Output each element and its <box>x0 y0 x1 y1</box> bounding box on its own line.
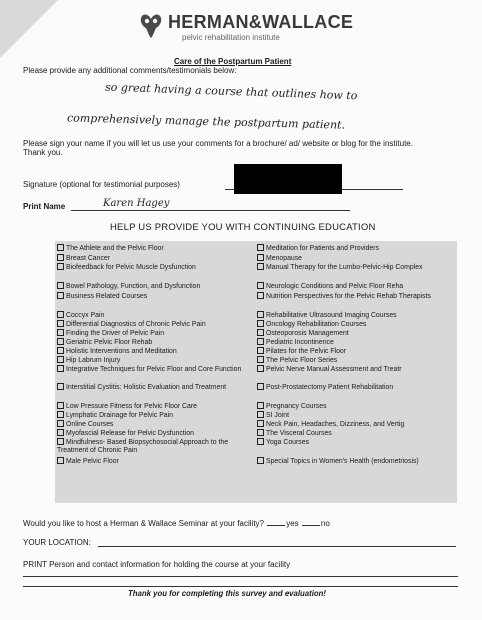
course-option-left <box>57 429 255 438</box>
course-checkbox[interactable] <box>257 244 264 251</box>
course-checkbox[interactable] <box>257 311 264 318</box>
course-option-right <box>257 365 455 374</box>
course-checkbox[interactable] <box>257 338 264 345</box>
course-option-label: Bowel Pathology, Function, and Dysfunction <box>66 283 201 290</box>
contact-line-2[interactable] <box>23 586 458 587</box>
course-checkbox[interactable] <box>257 254 264 261</box>
seminar-question <box>23 518 330 528</box>
course-option-label: Finding the Driver of Pelvic Pain <box>66 330 165 337</box>
course-option-left <box>57 356 255 365</box>
course-option-left <box>57 254 255 263</box>
course-option-right <box>257 292 455 301</box>
course-checkbox[interactable] <box>57 244 64 251</box>
course-option-label: Hip Labrum Injury <box>66 357 121 364</box>
course-checkbox[interactable] <box>257 292 264 299</box>
course-option-label: Pediatric Incontinence <box>266 339 334 346</box>
course-checkbox[interactable] <box>57 411 64 418</box>
course-option-left <box>57 457 255 466</box>
course-checkbox[interactable] <box>257 329 264 336</box>
course-checkbox[interactable] <box>257 365 264 372</box>
course-option-label: Special Topics in Women's Health (endometriosis) <box>266 458 419 465</box>
course-checkbox[interactable] <box>57 282 64 289</box>
course-checkbox[interactable] <box>57 329 64 336</box>
page-corner-shadow <box>0 0 58 58</box>
course-option-label: Biofeedback for Pelvic Muscle Dysfunction <box>66 264 196 271</box>
course-option-label: Breast Cancer <box>66 255 111 262</box>
course-checkbox[interactable] <box>257 420 264 427</box>
course-option-left <box>57 320 255 329</box>
seminar-no-label: no <box>320 519 330 528</box>
comments-prompt: Please provide any additional comments/testimonials below: <box>23 66 237 75</box>
course-option-left <box>57 411 255 420</box>
course-checkbox[interactable] <box>57 420 64 427</box>
seminar-yes-blank[interactable] <box>267 518 285 526</box>
course-option-label: The Pelvic Floor Series <box>266 357 338 364</box>
course-option-label: Integrative Techniques for Pelvic Floor and Core Function <box>66 366 242 373</box>
course-option-label: The Athlete and the Pelvic Floor <box>66 245 164 252</box>
course-checkbox[interactable] <box>257 263 264 270</box>
course-option-right <box>257 347 455 356</box>
course-checkbox[interactable] <box>57 254 64 261</box>
course-checkbox[interactable] <box>57 429 64 436</box>
closing-thanks: Thank you for completing this survey and evaluation! <box>128 589 326 598</box>
handwritten-comment-line-1: so great having a course that outlines how to <box>104 80 358 103</box>
logo-tagline: pelvic rehabilitation institute <box>182 33 280 42</box>
logo-name: HERMAN&WALLACE <box>168 12 354 32</box>
course-option-right <box>257 244 455 253</box>
contact-line-1[interactable] <box>23 576 458 577</box>
course-option-left <box>57 420 255 429</box>
course-option-right <box>257 457 455 466</box>
seminar-no-blank[interactable] <box>302 518 320 526</box>
course-option-left <box>57 329 255 338</box>
course-checkbox[interactable] <box>57 338 64 345</box>
course-option-right <box>257 429 455 438</box>
course-option-left <box>57 282 255 291</box>
course-checkbox[interactable] <box>57 365 64 372</box>
course-option-label: Lymphatic Drainage for Pelvic Pain <box>66 412 173 419</box>
herman-wallace-logo <box>139 12 369 46</box>
course-checkbox[interactable] <box>57 320 64 327</box>
course-option-label: Interstitial Cystitis: Holistic Evaluation and Treatment <box>66 384 227 391</box>
course-checkbox[interactable] <box>57 356 64 363</box>
course-option-left <box>57 402 255 411</box>
course-option-label: Low Pressure Fitness for Pelvic Floor Care <box>66 403 197 410</box>
course-checkbox[interactable] <box>257 457 264 464</box>
course-checkbox[interactable] <box>57 347 64 354</box>
course-option-label: Myofascial Release for Pelvic Dysfunction <box>66 430 194 437</box>
course-option-label: Holistic Interventions and Meditation <box>66 348 177 355</box>
course-option-left <box>57 438 255 456</box>
course-option-left <box>57 263 255 272</box>
course-option-right <box>257 311 455 320</box>
course-option-label: Pilates for the Pelvic Floor <box>266 348 347 355</box>
course-option-label: The Visceral Courses <box>266 430 332 437</box>
course-option-label: Osteoporosis Management <box>266 330 349 337</box>
course-option-right <box>257 282 455 291</box>
seminar-yes-label: yes <box>286 519 299 528</box>
course-option-label: Manual Therapy for the Lumbo-Pelvic-Hip Complex <box>266 264 423 271</box>
course-option-left <box>57 311 255 320</box>
course-option-left <box>57 347 255 356</box>
course-option-label: Differential Diagnostics of Chronic Pelvic Pain <box>66 321 206 328</box>
course-checklist-table <box>55 241 457 503</box>
course-option-label: Rehabilitative Ultrasound Imaging Courses <box>266 312 397 319</box>
course-option-right <box>257 411 455 420</box>
course-option-right <box>257 320 455 329</box>
course-checkbox[interactable] <box>57 292 64 299</box>
course-option-right <box>257 329 455 338</box>
course-checkbox[interactable] <box>257 282 264 289</box>
course-option-left <box>57 338 255 347</box>
course-title: Care of the Postpartum Patient <box>174 57 292 66</box>
course-checkbox[interactable] <box>257 429 264 436</box>
course-option-label: Neurologic Conditions and Pelvic Floor Reha <box>266 283 404 290</box>
course-option-right <box>257 356 455 365</box>
course-option-right <box>257 263 455 272</box>
course-checkbox[interactable] <box>257 356 264 363</box>
course-option-right <box>257 338 455 347</box>
course-option-label: Online Courses <box>66 421 114 428</box>
course-option-left <box>57 292 255 301</box>
signature-label: Signature (optional for testimonial purposes) <box>23 180 180 189</box>
print-name-label: Print Name <box>23 202 66 211</box>
course-option-right <box>257 438 455 447</box>
location-line[interactable] <box>98 546 456 547</box>
permission-text: Please sign your name if you will let us use your comments for a brochure/ ad/ website or blog for the institute. <box>23 139 413 148</box>
course-checkbox[interactable] <box>257 320 264 327</box>
handwritten-comment-line-2: comprehensively manage the postpartum patient. <box>66 111 346 132</box>
course-option-right <box>257 402 455 411</box>
course-option-label: Coccyx Pain <box>66 312 105 319</box>
contact-label: PRINT Person and contact information for holding the course at your facility <box>23 560 291 569</box>
course-option-label: Post-Prostatectomy Patient Rehabilitation <box>266 384 394 391</box>
course-option-label: Pelvic Nerve Manual Assessment and Treatr <box>266 366 402 373</box>
course-option-label: SI Joint <box>266 412 289 419</box>
course-option-label: Meditation for Patients and Providers <box>266 245 379 252</box>
course-checkbox[interactable] <box>257 402 264 409</box>
continuing-education-heading: HELP US PROVIDE YOU WITH CONTINUING EDUCATION <box>110 222 376 233</box>
signature-redaction <box>234 164 342 194</box>
course-option-right <box>257 420 455 429</box>
course-option-label: Yoga Courses <box>266 439 310 446</box>
permission-thanks: Thank you. <box>23 148 63 157</box>
course-option-right <box>257 383 455 392</box>
course-option-label: Male Pelvic Floor <box>66 458 119 465</box>
course-checkbox[interactable] <box>57 263 64 270</box>
course-checkbox[interactable] <box>57 383 64 390</box>
course-option-left <box>57 244 255 253</box>
course-checkbox[interactable] <box>257 438 264 445</box>
course-checkbox[interactable] <box>257 383 264 390</box>
course-option-label: Mindfulness- Based Biopsychosocial Approach to the Treatment of Chronic Pain <box>57 439 230 455</box>
course-option-left <box>57 365 255 374</box>
course-option-label: Menopause <box>266 255 303 262</box>
course-checkbox[interactable] <box>57 457 64 464</box>
course-option-left <box>57 383 255 392</box>
handwritten-print-name: Karen Hagey <box>103 198 170 209</box>
course-option-label: Nutrition Perspectives for the Pelvic Rehab Therapists <box>266 293 431 300</box>
location-label: YOUR LOCATION: <box>23 538 91 547</box>
course-option-right <box>257 254 455 263</box>
course-checkbox[interactable] <box>257 347 264 354</box>
course-option-label: Oncology Rehabilitation Courses <box>266 321 367 328</box>
course-checkbox[interactable] <box>57 402 64 409</box>
course-option-label: Business Related Courses <box>66 293 148 300</box>
course-option-label: Neck Pain, Headaches, Dizziness, and Vertig <box>266 421 405 428</box>
course-option-label: Pregnancy Courses <box>266 403 327 410</box>
course-option-label: Geriatric Pelvic Floor Rehab <box>66 339 153 346</box>
course-checkbox[interactable] <box>57 438 64 445</box>
course-checkbox[interactable] <box>257 411 264 418</box>
print-name-line[interactable] <box>71 210 350 211</box>
seminar-question-text: Would you like to host a Herman & Wallace Seminar at your facility? <box>23 519 264 528</box>
pelvis-logo-icon <box>139 12 163 40</box>
course-checkbox[interactable] <box>57 311 64 318</box>
